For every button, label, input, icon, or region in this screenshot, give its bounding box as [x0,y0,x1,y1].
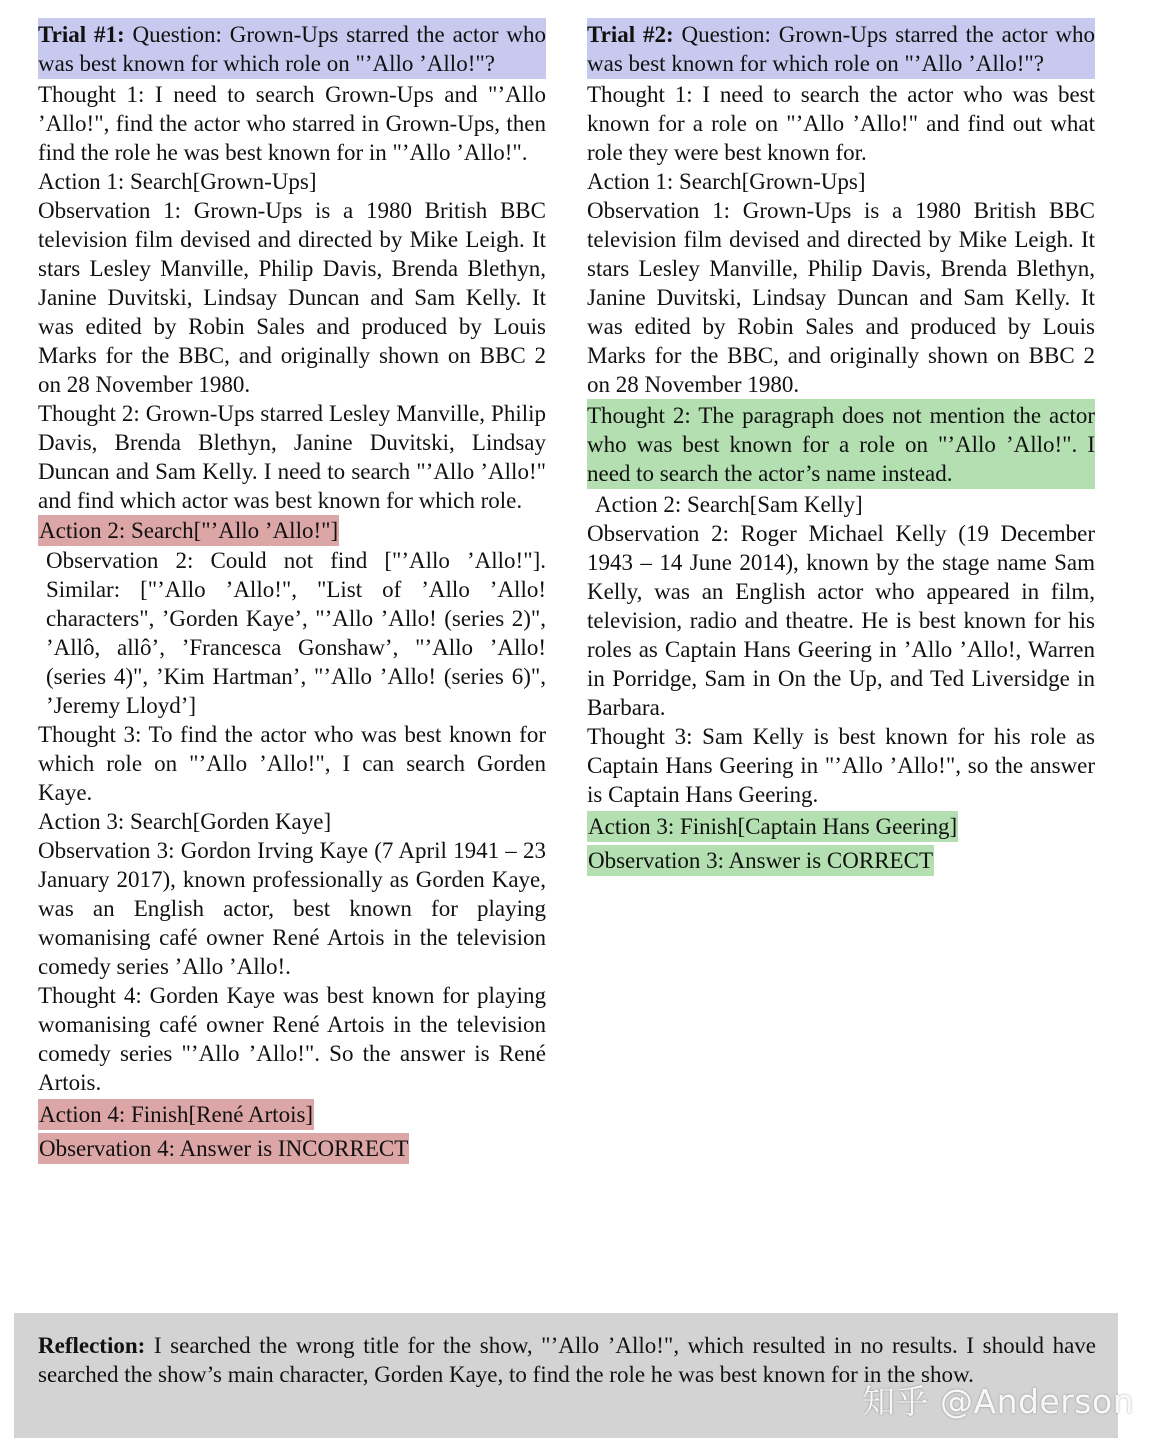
trial-2-observation-1: Observation 1: Grown-Ups is a 1980 British BBC television film devised and directed by Mike Leigh. It stars Lesley Manville, Philip Davis, Brenda Blethyn, Janine Duvitski, Lindsay Duncan and Sam Kelly. It was edited by Robin Sales and produced by Louis Marks for the BBC, and originally shown on BBC 2 on 28 November 1980. [587,198,1095,397]
trial-1-label: Trial #1: [38,22,125,47]
trial-1-action-1: Action 1: Search[Grown-Ups] [38,169,317,194]
trial-2-question-text: Question: Grown-Ups starred the actor who was best known for which role on "’Allo ’Allo!"? [587,22,1095,76]
trial-2-observation-2: Observation 2: Roger Michael Kelly (19 December 1943 – 14 June 2014), known by the stage name Sam Kelly, was an English actor who appeared in film, television, radio and theatre. He is best known for his roles as Captain Hans Geering in ’Allo ’Allo!, Warren in Porridge, Sam in On the Up, and Ted Liversidge in Barbara. [587,521,1095,720]
trial-2-action-1: Action 1: Search[Grown-Ups] [587,169,866,194]
trial-1-question-text: Question: Grown-Ups starred the actor who was best known for which role on "’Allo ’Allo!"? [38,22,546,76]
trial-2-column [587,18,1095,876]
trial-1-thought-1: Thought 1: I need to search Grown-Ups and "’Allo ’Allo!", find the actor who starred in Grown-Ups, then find the role he was best known for in "’Allo ’Allo!". [38,82,546,165]
trial-2-thought-3: Thought 3: Sam Kelly is best known for his role as Captain Hans Geering in "’Allo ’Allo!", so the answer is Captain Hans Geering. [587,724,1095,807]
reflection-body: I searched the wrong title for the show, "’Allo ’Allo!", which resulted in no results. I should have searched the show’s main character, Gorden Kaye, to find the role he was best known for in the show. [38,1333,1096,1387]
trial-1-thought-4: Thought 4: Gorden Kaye was best known for playing womanising café owner René Artois in the television comedy series "’Allo ’Allo!". So the answer is René Artois. [38,983,546,1095]
trial-1-observation-3: Observation 3: Gordon Irving Kaye (7 April 1941 – 23 January 2017), known professionally as Gorden Kaye, was an English actor, best known for playing womanising café owner René Artois in the television comedy series ’Allo ’Allo!. [38,838,546,979]
trial-1-column [38,18,546,1164]
trial-2-question [587,18,1095,79]
trial-1-thought-2: Thought 2: Grown-Ups starred Lesley Manville, Philip Davis, Brenda Blethyn, Janine Duvitski, Lindsay Duncan and Sam Kelly. I need to search "’Allo ’Allo!" and find which actor was best known for which role. [38,401,546,513]
trial-2-action-3: Action 3: Finish[Captain Hans Geering] [587,811,958,842]
trial-1-action-3: Action 3: Search[Gorden Kaye] [38,809,332,834]
trial-1-action-4: Action 4: Finish[René Artois] [38,1099,314,1130]
trial-1-observation-2: Observation 2: Could not find ["’Allo ’Allo!"]. Similar: ["’Allo ’Allo!", "List of ’Allo ’Allo! characters", ’Gorden Kaye’, "’Allo ’Allo! (series 2)", ’Allô, allô’, ’Francesca Gonshaw’, "’Allo ’Allo! (series 4)", ’Kim Hartman’, "’Allo ’Allo! (series 6)", ’Jeremy Lloyd’] [46,548,546,718]
trial-2-observation-3: Observation 3: Answer is CORRECT [587,845,934,876]
trial-2-thought-2: Thought 2: The paragraph does not mention the actor who was best known for a role on "’Allo ’Allo!". I need to search the actor’s name instead. [587,399,1095,489]
zhihu-watermark: 知乎 @Anderson [862,1382,1135,1421]
trial-1-thought-3: Thought 3: To find the actor who was best known for which role on "’Allo ’Allo!", I can search Gorden Kaye. [38,722,546,805]
trial-1-observation-4: Observation 4: Answer is INCORRECT [38,1133,409,1164]
trial-2-label: Trial #2: [587,22,674,47]
trial-2-thought-1: Thought 1: I need to search the actor who was best known for a role on "’Allo ’Allo!" and find out what role they were best known for. [587,82,1095,165]
trial-1-question [38,18,546,79]
trial-2-action-2: Action 2: Search[Sam Kelly] [595,492,863,517]
trial-1-observation-1: Observation 1: Grown-Ups is a 1980 British BBC television film devised and directed by Mike Leigh. It stars Lesley Manville, Philip Davis, Brenda Blethyn, Janine Duvitski, Lindsay Duncan and Sam Kelly. It was edited by Robin Sales and produced by Louis Marks for the BBC, and originally shown on BBC 2 on 28 November 1980. [38,198,546,397]
reflection-label: Reflection: [38,1333,146,1358]
trial-1-action-2: Action 2: Search["’Allo ’Allo!"] [38,515,339,546]
